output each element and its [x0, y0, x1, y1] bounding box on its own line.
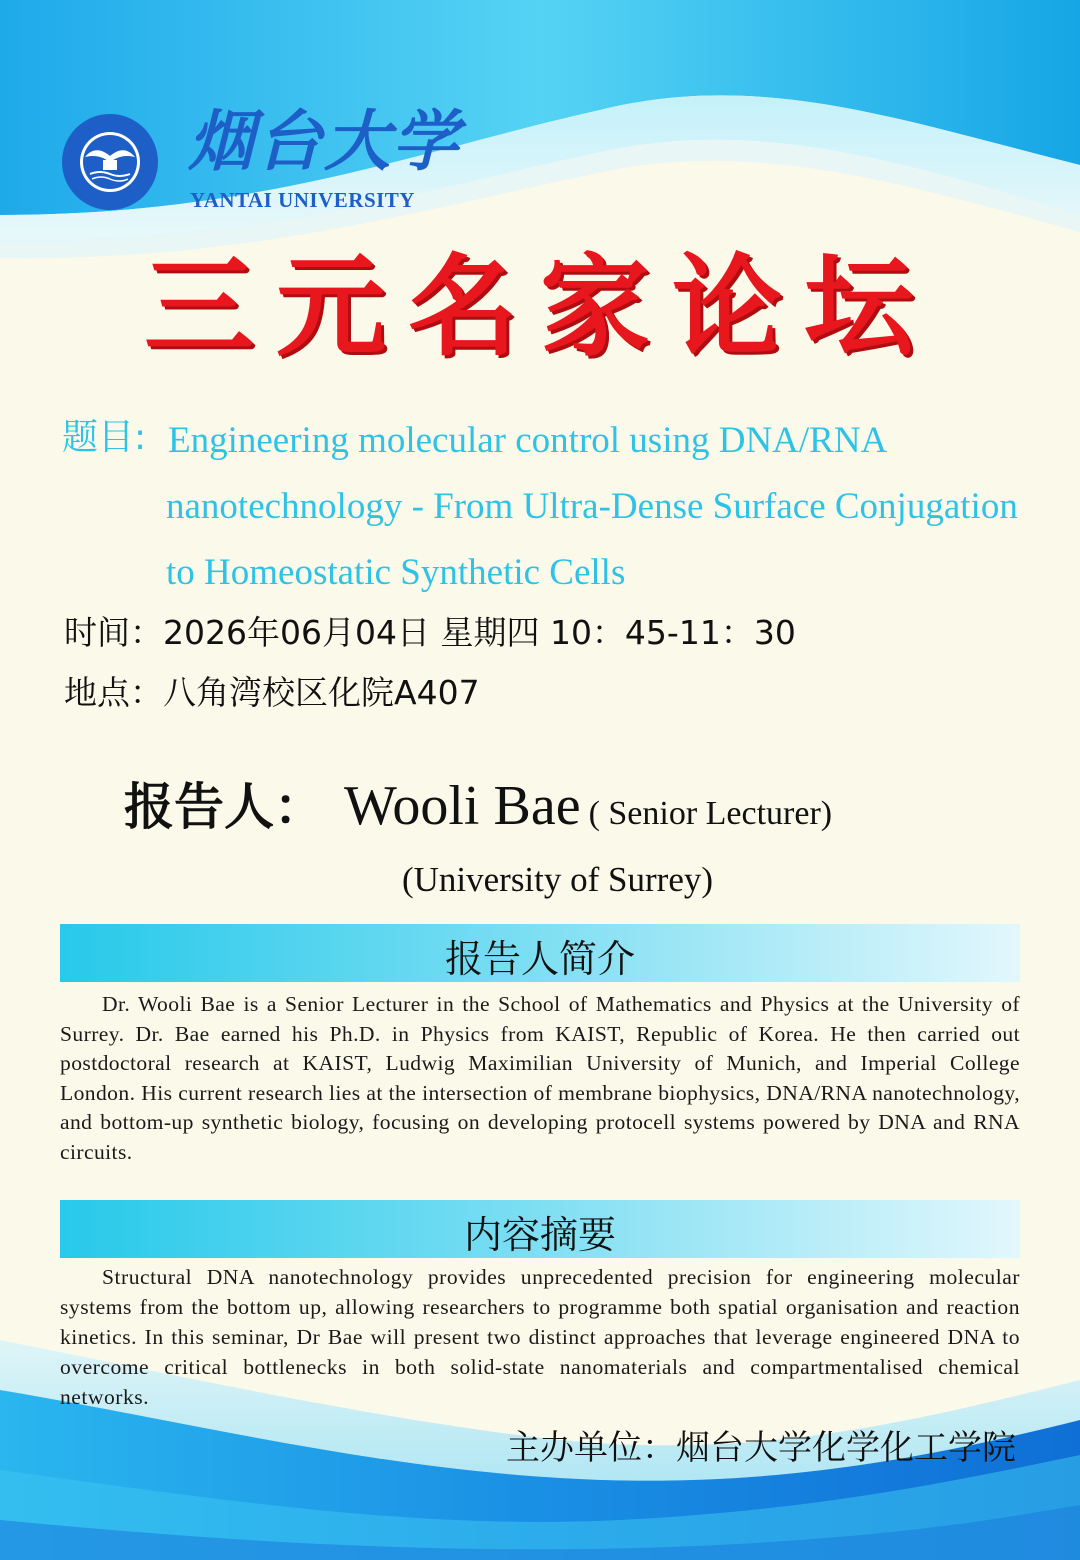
topic-line: nanotechnology - From Ultra-Dense Surface Conjugation [166, 486, 1018, 527]
topic-line: Engineering molecular control using DNA/RNA [168, 420, 888, 461]
university-name-cn: 烟台大学 [188, 102, 460, 180]
abstract-section-bar [60, 1200, 1020, 1258]
speaker-affiliation: (University of Surrey) [401, 860, 714, 899]
speaker-row [124, 775, 833, 837]
forum-title: 三元名家论坛 [144, 242, 936, 371]
speaker-name: Wooli Bae [344, 775, 581, 837]
bio-text: Dr. Wooli Bae is a Senior Lecturer in the School of Mathematics and Physics at the University of Surrey. Dr. Bae earned his Ph.D. in Physics from KAIST, Republic of Korea. He then carried out postdoctoral research at KAIST, Ludwig Maximilian University of Munich, and Imperial College London. His current research lies at the intersection of membrane biophysics, DNA/RNA nanotechnology, and bottom-up synthetic biology, focusing on developing protocell systems powered by DNA and RNA circuits. [60, 992, 1020, 1164]
bio-section-bar [60, 924, 1020, 982]
bio-heading: 报告人简介 [444, 937, 635, 981]
university-logo [60, 112, 160, 212]
abstract-heading: 内容摘要 [463, 1213, 616, 1257]
organizer: 主办单位：烟台大学化学化工学院 [506, 1428, 1016, 1468]
university-name-en: YANTAI UNIVERSITY [190, 188, 415, 212]
event-time: 时间：2026年06月04日 星期四 10：45-11：30 [64, 613, 796, 652]
event-location: 地点：八角湾校区化院A407 [64, 673, 480, 712]
abstract-text: Structural DNA nanotechnology provides unprecedented precision for engineering molecular systems from the bottom up, allowing researchers to programme both spatial organisation and reaction kinetics. In this seminar, Dr Bae will present two distinct approaches that leverage engineered DNA to overcome critical bottlenecks in both solid-state nanomaterials and compartmentalised chemical networks. [60, 1265, 1020, 1409]
speaker-label: 报告人： [124, 777, 324, 836]
topic-label: 题目: [62, 417, 147, 458]
topic-line: to Homeostatic Synthetic Cells [166, 552, 626, 593]
speaker-title: ( Senior Lecturer) [588, 795, 833, 832]
